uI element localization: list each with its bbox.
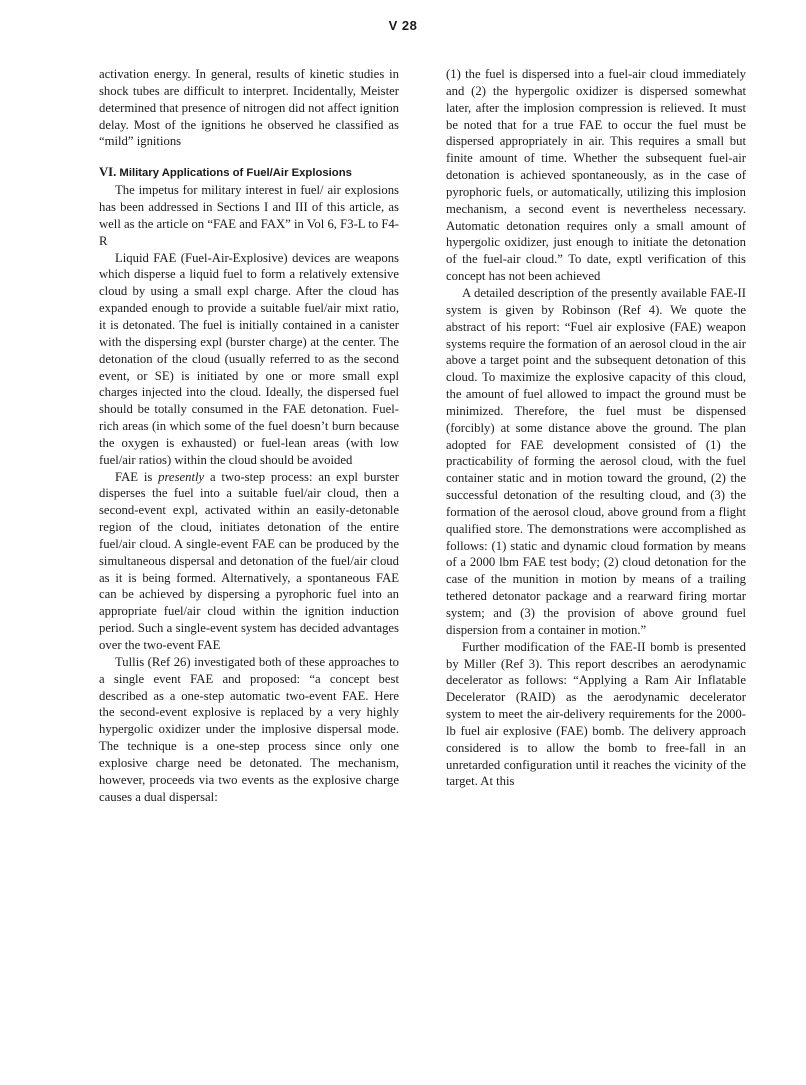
section-number: VI. (99, 165, 117, 180)
paragraph-kinetic-studies: activation energy. In general, results of kinetic studies in shock tubes are difficult to interpret. Incidentally, Meister determined that presence of nitrogen did not affect ignition delay. Most of the ignitions he observed he classified as “mild” ignitions (99, 67, 399, 149)
paragraph-tullis: Tullis (Ref 26) investigated both of these approaches to a single event FAE and proposed: “a concept best described as a one-step automatic two-event FAE. Here the second-event explosive is replaced by a very highly hypergolic oxidizer under the implosive dispersal mode. The technique is a one-step process since only one explosive charge need be detonated. The mechanism, however, proceeds via two events as the explosive charge causes a dual dispersal: (99, 654, 399, 804)
paragraph-robinson: A detailed description of the presently available FAE-II system is given by Robinson (Ref 4). We quote the abstract of his report: “Fuel air explosive (FAE) weapon systems require the formation of an aerosol cloud in the air above a target point and the subsequent detonation of this cloud. To maximize the explosive capacity of this cloud, the amount of fuel allowed to impact the ground must be minimized. Therefore, the fuel must be dispensed (forcibly) at some distance above the ground. The plan adopted for FAE development consisted of (1) the practicability of forming the aerosol cloud, with the fuel container static and in motion toward the ground, (2) the successful detonation of the resulting cloud, and (3) the formation of the aerosol cloud, above ground from a flight qualified store. The demonstrations were accomplished as follows: (1) static and dynamic cloud formation by means of a 2000 lbm FAE test body; (2) cloud detonation for the case of the munition in motion by means of a trailing tethered detonator package and a rearward firing mortar system; and (3) the provision of above ground fuel dispersion from a container in motion.” (446, 285, 746, 637)
section-heading (99, 164, 399, 182)
text-segment: a two-step process: an expl burster disperses the fuel into a suitable fuel/air cloud, then a second-event expl, activated within an easily-detonable region of the cloud, initiates detonation of the entire fuel/air cloud. A single-event FAE can be produced by the simultaneous dispersal and detonation of the fuel/air cloud as it is being formed. Alternatively, a spontaneous FAE can be achieved by dispersing a pyrophoric fuel into an appropriate fuel/air cloud within the ignition induction period. Such a single-event system has decided advantages over the two-event FAE (99, 469, 399, 652)
paragraph-dispersal: (1) the fuel is dispersed into a fuel-air cloud immediately and (2) the hypergolic oxidizer is dispersed somewhat later, after the implosion compression is relieved. It must be noted that for a true FAE to occur the fuel must be dispersed appropriately in air. This requires a small but finite amount of time. Whether the subsequent fuel-air detonation is achieved spontaneously, as in the case of pyrophoric fuels, or automatically, utilizing this implosion mechanism, a second event is nevertheless necessary. Automatic detonation requires only a small amount of hypergolic oxidizer, just enough to initiate the detonation of the fuel-air cloud.” To date, exptl verification of this concept has not been achieved (446, 67, 746, 284)
text-segment: FAE is (115, 469, 159, 484)
left-column (99, 66, 399, 805)
paragraph-impetus: The impetus for military interest in fuel/ air explosions has been addressed in Sections I and III of this article, as well as the article on “FAE and FAX” in Vol 6, F3-L to F4-R (99, 183, 399, 248)
emphasis-presently: presently (158, 469, 205, 484)
paragraph-miller: Further modification of the FAE-II bomb is presented by Miller (Ref 3). This report describes an aerodynamic decelerator as follows: “Applying a Ram Air Inflatable Decelerator (RAID) as the aerodynamic decelerator system to meet the air-delivery requirements for the 2000-lb fuel air explosive (FAE) bomb. The delivery approach considered is to allow the bomb to free-fall in an unretarded configuration until it reaches the vicinity of the target. At this (446, 639, 746, 789)
paragraph-liquid-fae: Liquid FAE (Fuel-Air-Explosive) devices are weapons which disperse a liquid fuel to form a relatively extensive cloud by using a small expl charge. After the cloud has expanded enough to provide a suitable fuel/air mixt ratio, it is detonated. The fuel is initially contained in a canister with the dispersing expl (burster charge) at the center. The detonation of the cloud (usually referred to as the second event, or SE) is initiated by one or more small expl charges injected into the cloud. Ideally, the dispersed fuel should be totally consumed in the FAE detonation. Fuel-rich areas (in which some of the fuel doesn’t burn because the oxygen is exhausted) or fuel-lean areas (with low fuel/air ratios) within the cloud should be avoided (99, 250, 399, 467)
section-title: Military Applications of Fuel/Air Explosions (119, 167, 352, 180)
page-number: V 28 (388, 18, 418, 33)
right-column (446, 66, 746, 790)
paragraph-two-step (99, 469, 399, 654)
